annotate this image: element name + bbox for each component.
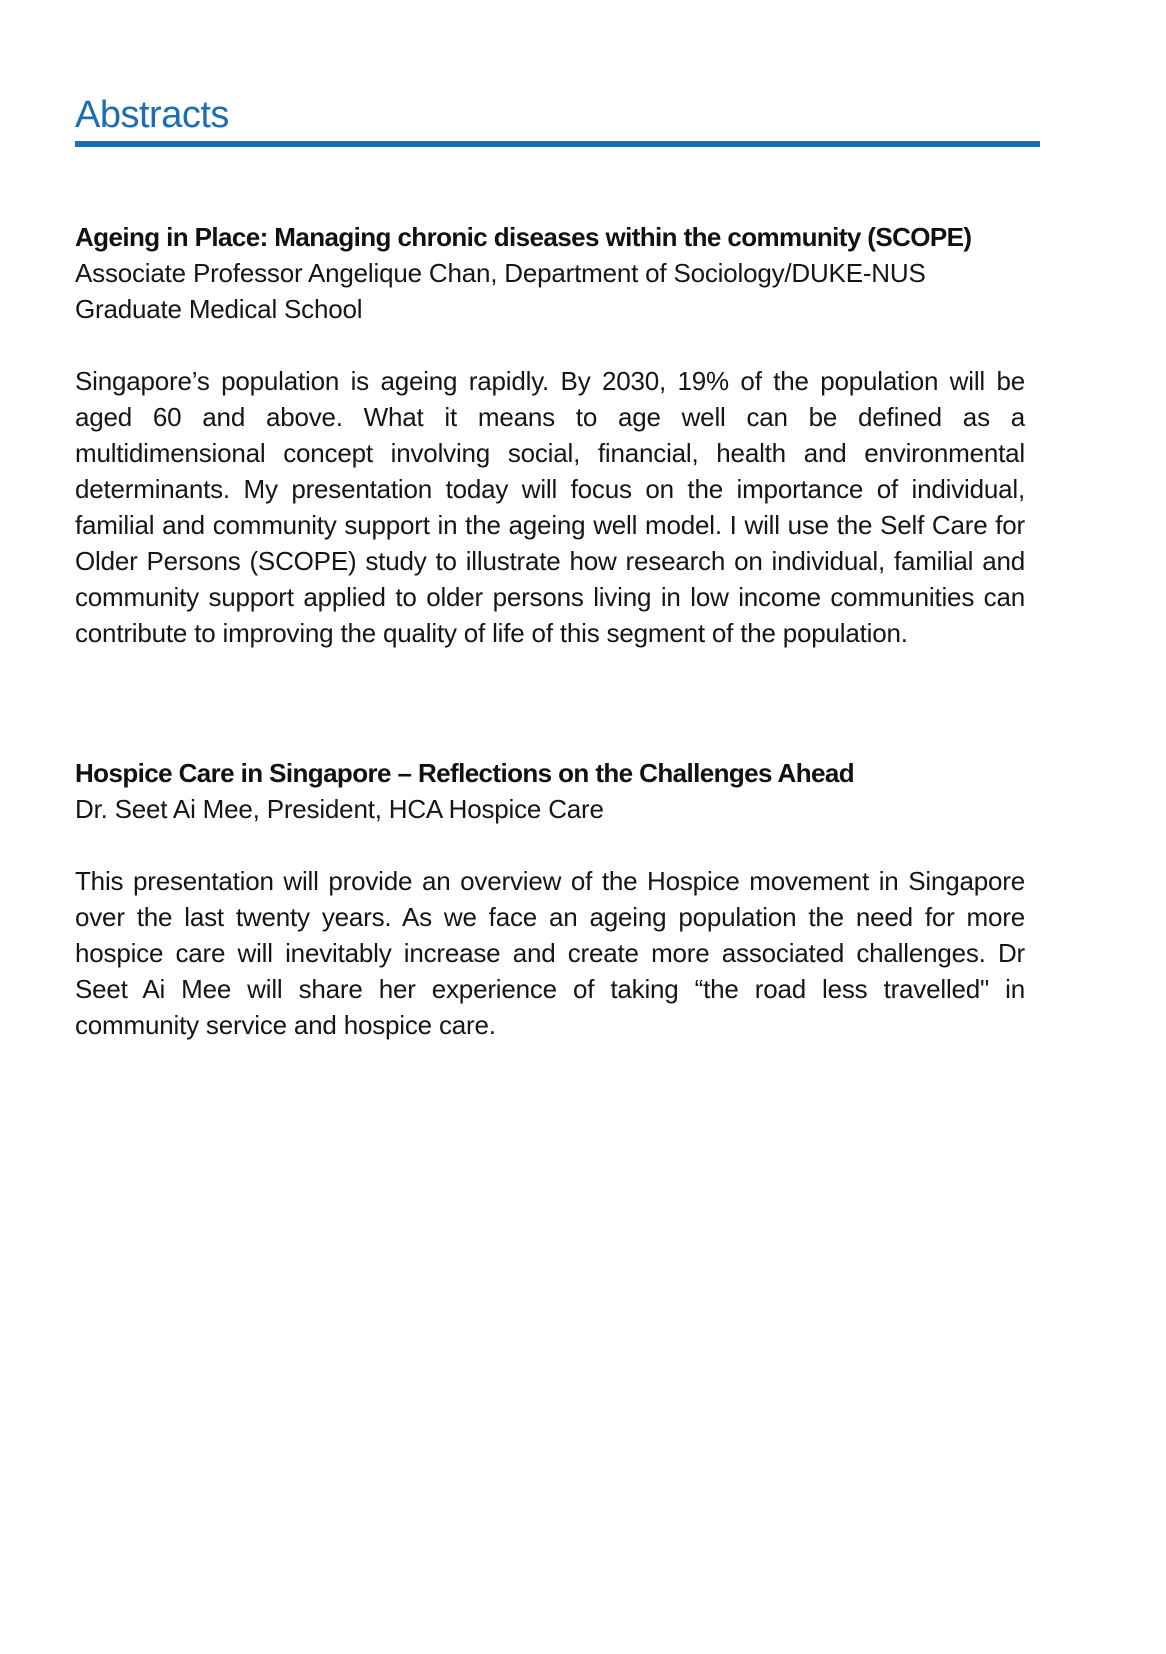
abstract-title: Hospice Care in Singapore – Reflections on the Challenges Ahead <box>75 758 854 788</box>
page-title: Abstracts <box>75 95 1040 147</box>
abstract-section-scope <box>75 219 1025 651</box>
abstract-title: Ageing in Place: Managing chronic diseases within the community (SCOPE) <box>75 222 972 252</box>
abstract-body: This presentation will provide an overview of the Hospice movement in Singapore over the last twenty years. As we face an ageing population the need for more hospice care will inevitably increase and create more associated challenges. Dr Seet Ai Mee will share her experience of taking “the road less travelled" in community service and hospice care. <box>75 866 1025 1040</box>
abstract-body: Singapore’s population is ageing rapidly. By 2030, 19% of the population will be aged 60 and above. What it means to age well can be defined as a multidimensional concept involving social, financial, health and environmental determinants. My presentation today will focus on the importance of individual, familial and community support in the ageing well model. I will use the Self Care for Older Persons (SCOPE) study to illustrate how research on individual, familial and community support applied to older persons living in low income communities can contribute to improving the quality of life of this segment of the population. <box>75 366 1025 648</box>
abstract-section-hospice <box>75 755 1025 1043</box>
abstract-authors: Dr. Seet Ai Mee, President, HCA Hospice Care <box>75 794 604 824</box>
abstract-authors: Associate Professor Angelique Chan, Department of Sociology/DUKE-NUS Graduate Medical School <box>75 258 926 324</box>
